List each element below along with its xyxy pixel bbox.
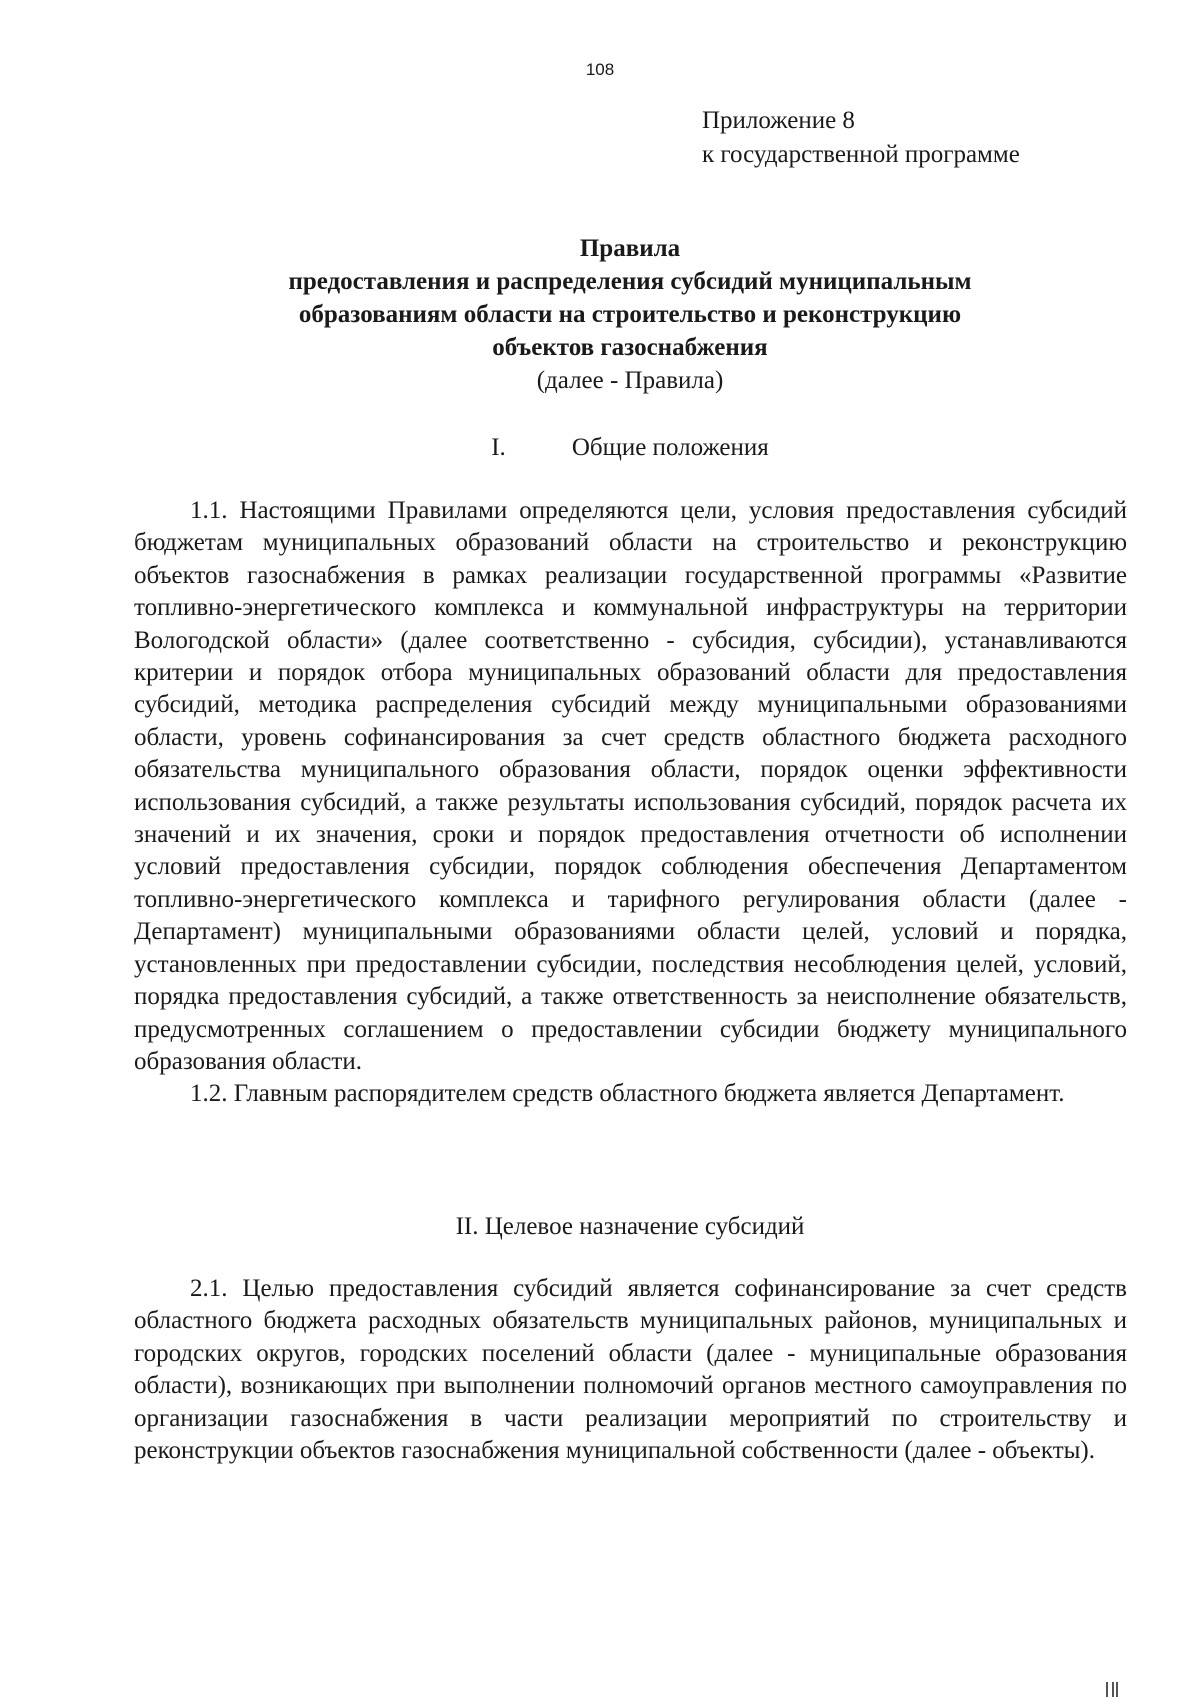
- document-title: [0, 232, 1200, 397]
- title-subtitle: (далее - Правила): [536, 367, 724, 394]
- section-2-body: [134, 1273, 1127, 1467]
- section-1-heading: [0, 431, 1200, 464]
- paragraph-1-2: 1.2. Главным распорядителем средств областного бюджета является Департамент.: [190, 1080, 1065, 1108]
- title-line-3: образованиям области на строительство и реконструкцию: [298, 301, 962, 328]
- title-line-1: Правила: [579, 235, 681, 262]
- scan-artifact: [1106, 1682, 1132, 1697]
- paragraph-1-1: 1.1. Настоящими Правилами определяются цели, условия предоставления субсидий бюджетам муниципальных образований области на строительство и реконструкцию объектов газоснабжения в рамках реализации государственной программы «Развитие топливно-энергетического комплекса и коммунальной инфраструктуры на территории Вологодской области» (далее соответственно - субсидия, субсидии), устанавливаются критерии и порядок отбора муниципальных образований области для предоставления субсидий, методика распределения субсидий между муниципальными образованиями области, уровень софинансирования за счет средств областного бюджета расходного обязательства муниципального образования области, порядок оценки эффективности использования субсидий, а также результаты использования субсидий, порядок расчета их значений и их значения, сроки и порядок предоставления отчетности об исполнении условий предоставления субсидии, порядок соблюдения обеспечения Департаментом топливно-энергетического комплекса и тарифного регулирования области (далее - Департамент) муниципальными образованиями области целей, условий и порядка, установленных при предоставлении субсидии, последствия несоблюдения целей, условий, порядка предоставления субсидий, а также ответственность за неисполнение обязательств, предусмотренных соглашением о предоставлении субсидии бюджету муниципального образования области.: [134, 497, 1127, 1075]
- section-1-number: I.: [491, 434, 506, 461]
- title-line-2: предоставления и распределения субсидий муниципальным: [288, 268, 972, 295]
- section-2-heading: II. Целевое назначение субсидий: [455, 1213, 805, 1240]
- title-line-4: объектов газоснабжения: [492, 334, 768, 361]
- appendix-line-1: Приложение 8: [702, 107, 855, 134]
- section-1-body: [134, 495, 1127, 1111]
- paragraph-2-1: 2.1. Целью предоставления субсидий является софинансирование за счет средств областного бюджета расходных обязательств муниципальных районов, муниципальных и городских округов, городских поселений области (далее - муниципальные образования области), возникающих при выполнении полномочий органов местного самоуправления по организации газоснабжения в части реализации мероприятий по строительству и реконструкции объектов газоснабжения муниципальной собственности (далее - объекты).: [134, 1275, 1127, 1465]
- section-1-title: Общие положения: [571, 434, 769, 461]
- page-number: 108: [585, 60, 615, 79]
- appendix-note: [702, 104, 1020, 172]
- appendix-line-2: к государственной программе: [702, 141, 1020, 168]
